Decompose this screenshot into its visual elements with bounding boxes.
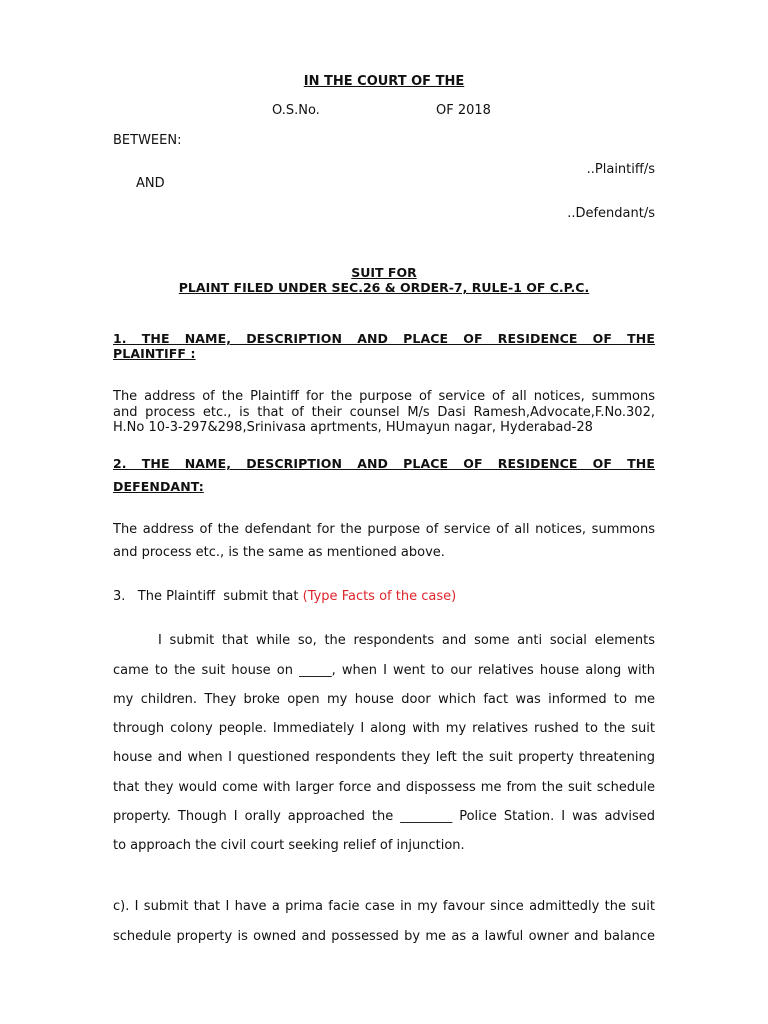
section1-heading: 1. THE NAME, DESCRIPTION AND PLACE OF RESIDENCE OF THE	[113, 331, 655, 346]
facts-paragraph-line: house and when I questioned respondents they left the suit property threatening	[113, 750, 655, 765]
facts-paragraph-line: I submit that while so, the respondents and some anti social elements	[158, 633, 655, 648]
section2-body-line: and process etc., is the same as mentioned above.	[113, 545, 445, 560]
section1-heading-cont: PLAINTIFF :	[113, 346, 196, 361]
section2-body-line: The address of the defendant for the purpose of service of all notices, summons	[113, 522, 655, 537]
paragraph-c-line: schedule property is owned and possessed by me as a lawful owner and balance	[113, 929, 655, 944]
paragraph-c-line: c). I submit that I have a prima facie case in my favour since admittedly the suit	[113, 899, 655, 914]
facts-paragraph-line: my children. They broke open my house door which fact was informed to me	[113, 692, 655, 707]
section2-heading-cont: DEFENDANT:	[113, 479, 204, 494]
and-label: AND	[136, 176, 165, 191]
facts-paragraph-line: through colony people. Immediately I along with my relatives rushed to the suit	[113, 721, 655, 736]
plaint-filed-title: PLAINT FILED UNDER SEC.26 & ORDER-7, RULE-1 OF C.P.C.	[178, 280, 590, 295]
defendant-label: ..Defendant/s	[567, 206, 655, 221]
section3-intro	[113, 589, 456, 605]
facts-paragraph-line: property. Though I orally approached the ________ Police Station. I was advised	[113, 809, 655, 824]
section1-body-line: H.No 10-3-297&298,Srinivasa aprtments, HUmayun nagar, Hyderabad-28	[113, 420, 593, 435]
section3-prefix: 3. The Plaintiff submit that	[113, 589, 303, 604]
court-title: IN THE COURT OF THE	[303, 74, 465, 89]
facts-placeholder: (Type Facts of the case)	[302, 589, 457, 604]
suit-for-title: SUIT FOR	[351, 265, 417, 280]
facts-paragraph-line: that they would come with larger force and dispossess me from the suit schedule	[113, 780, 655, 795]
between-label: BETWEEN:	[113, 133, 182, 148]
facts-paragraph-line: came to the suit house on _____, when I went to our relatives house along with	[113, 663, 655, 678]
section2-heading: 2. THE NAME, DESCRIPTION AND PLACE OF RESIDENCE OF THE	[113, 456, 655, 471]
plaintiff-label: ..Plaintiff/s	[586, 162, 655, 177]
facts-paragraph-line: to approach the civil court seeking relief of injunction.	[113, 838, 465, 853]
os-number-label: O.S.No.	[272, 103, 320, 118]
section1-body-line: and process etc., is that of their counsel M/s Dasi Ramesh,Advocate,F.No.302,	[113, 405, 655, 420]
case-year: OF 2018	[436, 103, 491, 118]
section1-body-line: The address of the Plaintiff for the purpose of service of all notices, summons	[113, 389, 655, 404]
